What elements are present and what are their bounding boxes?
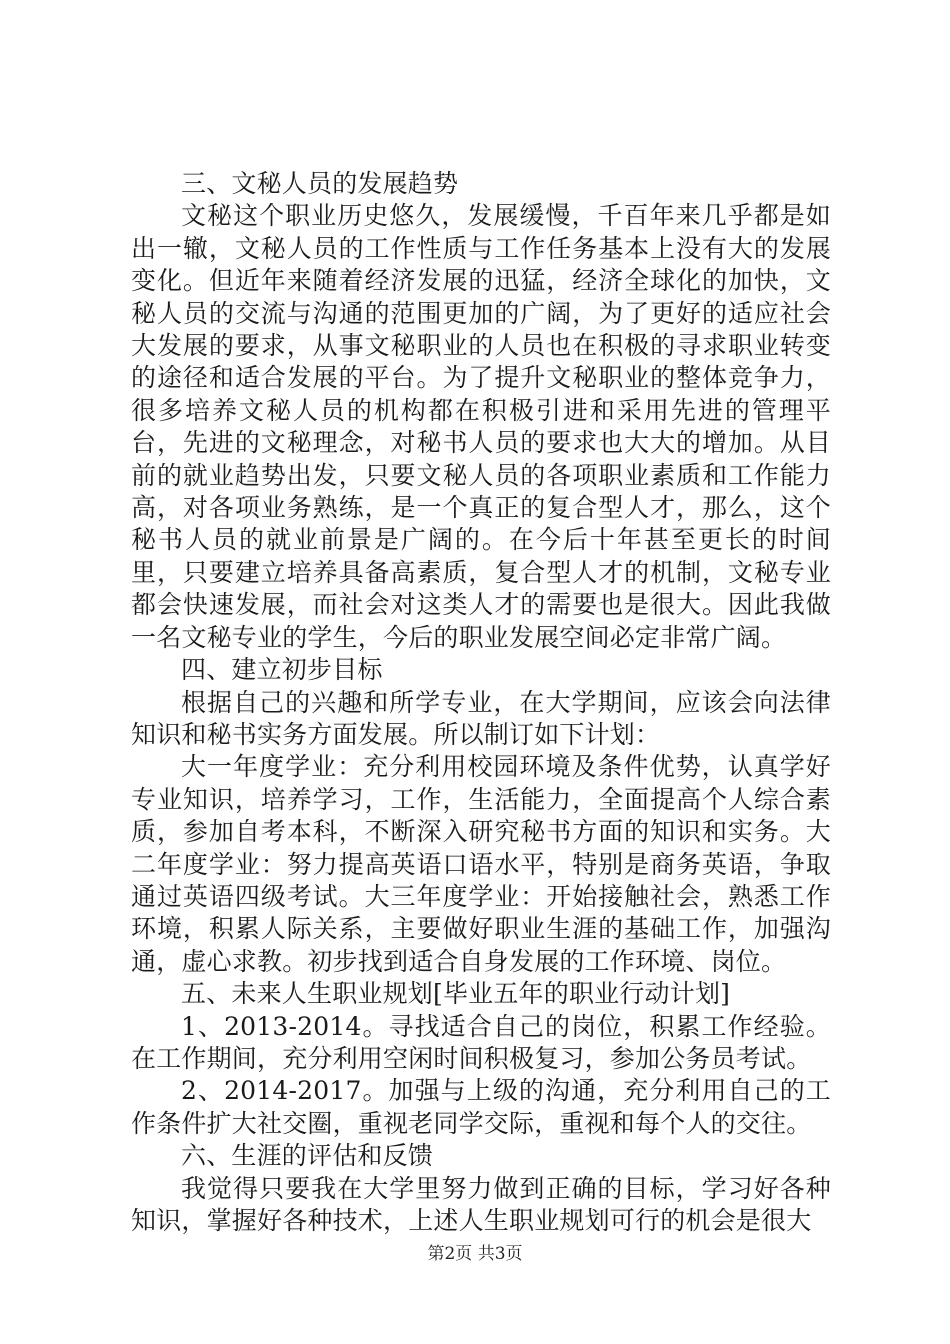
section-heading-4: 四、建立初步目标: [181, 655, 383, 685]
page-number-footer: 第2页 共3页: [427, 1244, 523, 1264]
section-heading-3: 三、文秘人员的发展趋势: [181, 169, 459, 198]
plan-item-1: 1、2013-2014。寻找适合自己的岗位，积累工作经验。在工作期间，充分利用空闲时间积极复习，参加公务员考试。: [131, 1011, 831, 1073]
paragraph-evaluation: 我觉得只要我在大学里努力做到正确的目标，学习好各种知识，掌握好各种技术，上述人生职业规划可行的机会是很大: [131, 1173, 831, 1235]
plan-item-2: 2、2014-2017。加强与上级的沟通，充分利用自己的工作条件扩大社交圈，重视老同学交际，重视和每个人的交往。: [131, 1076, 831, 1138]
paragraph-initial-goal: 根据自己的兴趣和所学专业，在大学期间，应该会向法律知识和秘书实务方面发展。所以制订如下计划：: [131, 687, 831, 749]
section-heading-5: 五、未来人生职业规划[毕业五年的职业行动计划]: [181, 979, 731, 1009]
document-body: [131, 168, 831, 1237]
paragraph-yearly-plan: 大一年度学业：充分利用校园环境及条件优势，认真学好专业知识，培养学习，工作，生活能力，全面提高个人综合素质，参加自考本科，不断深入研究秘书方面的知识和实务。大二年度学业：努力提高英语口语水平，特别是商务英语，争取通过英语四级考试。大三年度学业：开始接触社会，熟悉工作环境，积累人际关系，主要做好职业生涯的基础工作，加强沟通，虚心求教。初步找到适合自身发展的工作环境、岗位。: [131, 752, 831, 976]
section-heading-6: 六、生涯的评估和反馈: [181, 1141, 434, 1171]
paragraph-secretary-trends: 文秘这个职业历史悠久，发展缓慢，千百年来几乎都是如出一辙，文秘人员的工作性质与工作任务基本上没有大的发展变化。但近年来随着经济发展的迅猛，经济全球化的加快，文秘人员的交流与沟通的范围更加的广阔，为了更好的适应社会大发展的要求，从事文秘职业的人员也在积极的寻求职业转变的途径和适合发展的平台。为了提升文秘职业的整体竞争力，很多培养文秘人员的机构都在积极引进和采用先进的管理平台，先进的文秘理念，对秘书人员的要求也大大的增加。从目前的就业趋势出发，只要文秘人员的各项职业素质和工作能力高，对各项业务熟练，是一个真正的复合型人才，那么，这个秘书人员的就业前景是广阔的。在今后十年甚至更长的时间里，只要建立培养具备高素质，复合型人才的机制，文秘专业都会快速发展，而社会对这类人才的需要也是很大。因此我做一名文秘专业的学生，今后的职业发展空间必定非常广阔。: [131, 201, 831, 652]
